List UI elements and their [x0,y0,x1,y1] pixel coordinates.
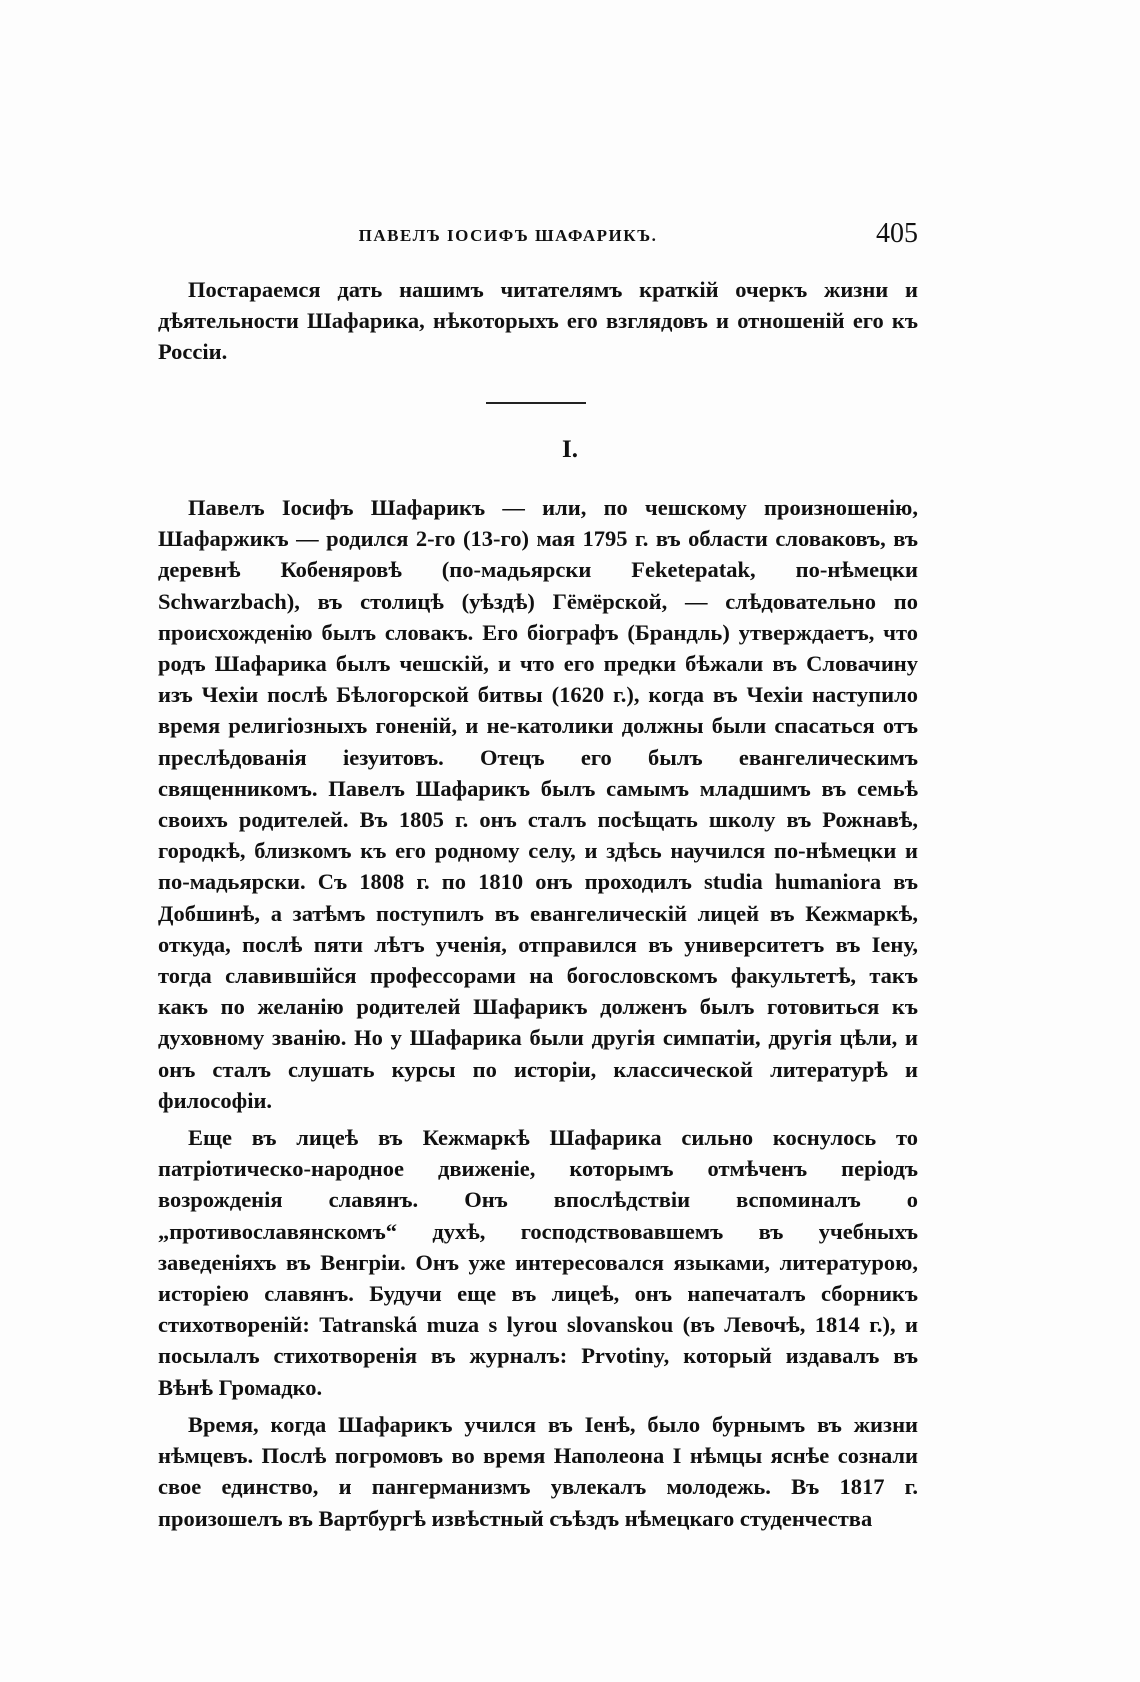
running-title: ПАВЕЛЪ ІОСИФЪ ШАФАРИКЪ. [358,226,658,245]
body-text [158,492,918,1534]
section-numeral: I. [562,436,578,463]
body-paragraph: Павелъ Іосифъ Шафарикъ — или, по чешскому произношенію, Шафаржикъ — родился 2-го (13-го) мая 1795 г. въ области словаковъ, въ деревнѣ Кобеняровѣ (по-мадьярски Feketepatak, по-нѣмецки Schwarzbach), въ столицѣ (уѣздѣ) Гёмёрской, — слѣдовательно по происхожденію былъ словакъ. Его біографъ (Брандль) утверждаетъ, что родъ Шафарика былъ чешскій, и что его предки бѣжали въ Словачину изъ Чехіи послѣ Бѣлогорской битвы (1620 г.), когда въ Чехіи наступило время религіозныхъ гоненій, и не-католики должны были спасаться отъ преслѣдованія іезуитовъ. Отецъ его былъ евангелическимъ священникомъ. Павелъ Шафарикъ былъ самымъ младшимъ въ семьѣ своихъ родителей. Въ 1805 г. онъ сталъ посѣщать школу въ Рожнавѣ, городкѣ, близкомъ къ его родному селу, и здѣсь научился по-нѣмецки и по-мадьярски. Съ 1808 г. по 1810 онъ проходилъ studia humaniora въ Добшинѣ, а затѣмъ поступилъ въ евангелическій лицей въ Кежмаркѣ, откуда, послѣ пяти лѣтъ ученія, отправился въ университетъ въ Іену, тогда славившійся профессорами на богословскомъ факультетѣ, такъ какъ по желанію родителей Шафарикъ долженъ былъ готовиться къ духовному званію. Но у Шафарика были другія симпатіи, другія цѣли, и онъ сталъ слушать курсы по исторіи, классической литературѣ и философіи. [158,495,918,1113]
page-number: 405 [876,218,918,249]
intro-paragraph: Постараемся дать нашимъ читателямъ краткій очеркъ жизни и дѣятельности Шафарика, нѣкоторыхъ его взглядовъ и отношеній его къ Россіи. [158,277,918,365]
body-paragraph: Время, когда Шафарикъ учился въ Іенѣ, было бурнымъ въ жизни нѣмцевъ. Послѣ погромовъ во время Наполеона I нѣмцы яснѣе сознали свое единство, и пангерманизмъ увлекалъ молодежь. Въ 1817 г. произошелъ въ Вартбургѣ извѣстный съѣздъ нѣмецкаго студенчества [158,1411,918,1531]
section-divider [486,402,586,404]
body-paragraph: Еще въ лицеѣ въ Кежмаркѣ Шафарика сильно коснулось то патріотическо-народное движеніе, которымъ отмѣченъ періодъ возрожденія славянъ. Онъ впослѣдствіи вспоминалъ о „противославянскомъ“ духѣ, господствовавшемъ въ учебныхъ заведеніяхъ въ Венгріи. Онъ уже интересовался языками, литературою, исторіею славянъ. Будучи еще въ лицеѣ, онъ напечаталъ сборникъ стихотвореній: Tatranská muza s lyrou slovanskou (въ Левочѣ, 1814 г.), и посылалъ стихотворенія въ журналъ: Prvotiny, который издавалъ въ Вѣнѣ Громадко. [158,1125,918,1400]
intro-block [158,274,918,368]
running-head [158,218,918,258]
